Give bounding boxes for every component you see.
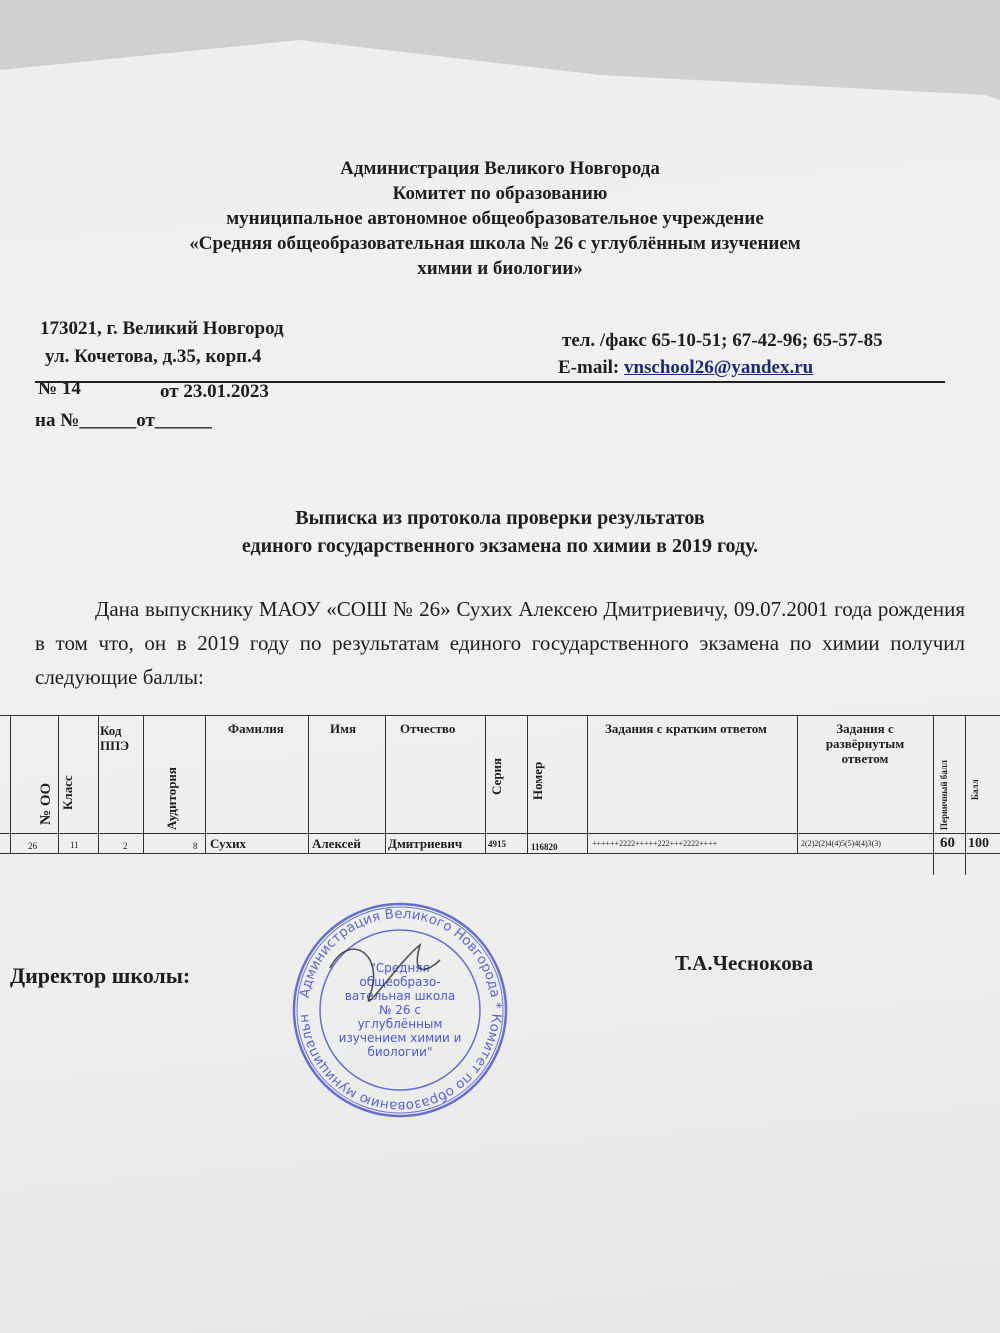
col-line — [527, 715, 528, 854]
results-table — [0, 715, 1000, 855]
header-class: Класс — [60, 775, 75, 810]
cell-short-answer: ++++++2222+++++222+++2222++++ — [592, 839, 718, 848]
document-title: Выписка из протокола проверки результатов — [295, 507, 705, 529]
header-number: Номер — [530, 761, 545, 800]
table-border-top — [0, 715, 1000, 716]
col-line — [933, 715, 934, 875]
cell-name: Алексей — [312, 836, 361, 851]
email-row — [558, 357, 813, 379]
header-patronymic: Отчество — [400, 721, 456, 736]
header-long-answer: Задания с развёрнутым ответом — [825, 721, 905, 766]
director-name: Т.А.Чеснокова — [675, 951, 814, 975]
cell-number: 116820 — [531, 842, 558, 852]
header-score: Балл — [970, 779, 980, 800]
cell-class: 11 — [70, 840, 79, 850]
table-header-divider — [0, 833, 1000, 834]
col-line — [385, 715, 386, 854]
header-surname: Фамилия — [228, 721, 284, 736]
header-ppe-code: Код ППЭ — [100, 723, 130, 753]
col-line — [58, 715, 59, 854]
cell-school-no: 26 — [28, 841, 37, 851]
cell-patronymic: Дмитриевич — [388, 836, 463, 851]
header-name: Имя — [330, 721, 356, 736]
header-school-name: «Средняя общеобразовательная школа № 26 с углублённым изучением — [189, 233, 801, 254]
header-institution-type: муниципальное автономное общеобразовательное учреждение — [226, 208, 764, 229]
email-link[interactable]: vnschool26@yandex.ru — [623, 357, 814, 378]
header-primary-score: Первичный балл — [939, 760, 949, 830]
cell-primary-score: 60 — [940, 835, 955, 851]
stamp-outer-text: Администрация Великого Новгорода * Комитет по образованию муниципальн — [296, 905, 505, 1115]
header-auditorium: Аудитория — [164, 767, 179, 830]
table-border-bottom — [0, 853, 1000, 854]
header-administration: Администрация Великого Новгорода — [340, 158, 660, 179]
phone-fax: тел. /факс 65-10-51; 67-42-96; 65-57-85 — [562, 330, 883, 351]
cell-ppe-code: 2 — [123, 841, 128, 851]
director-label: Директор школы: — [10, 963, 191, 988]
header-series: Серия — [489, 757, 504, 795]
col-line — [485, 715, 486, 854]
col-line — [587, 715, 588, 854]
cell-long-answer: 2(2)2(2)4(4)5(5)4(4)3(3) — [801, 839, 881, 848]
cell-series: 4915 — [488, 839, 506, 849]
reply-reference: на №______от______ — [35, 410, 212, 431]
header-committee: Комитет по образованию — [392, 183, 608, 204]
col-line — [965, 715, 966, 875]
stamp-inner-text: "Средняя общеобразо- вательная школа № 26 с углублённым изучением химии и биологии" — [338, 961, 462, 1059]
document-date: от 23.01.2023 — [160, 381, 269, 402]
col-line — [308, 715, 309, 854]
email-label: E-mail: — [558, 357, 620, 378]
col-line — [10, 715, 11, 854]
header-school-no: № ОО — [38, 782, 54, 825]
col-line — [205, 715, 206, 854]
cell-auditorium: 8 — [193, 841, 198, 851]
body-paragraph: Дана выпускнику МАОУ «СОШ № 26» Сухих Алексею Дмитриевичу, 09.07.2001 года рождения в том что, он в 2019 году по результатам единого государственного экзамена по химии получил следующие баллы: — [35, 597, 965, 689]
cell-score: 100 — [968, 836, 989, 851]
cell-surname: Сухих — [210, 836, 247, 851]
col-line — [797, 715, 798, 854]
header-short-answer: Задания с кратким ответом — [605, 721, 767, 736]
document-subtitle: единого государственного экзамена по химии в 2019 году. — [241, 535, 759, 557]
header-school-name-end: химии и биологии» — [417, 258, 583, 279]
stamp-graphic — [290, 900, 510, 1120]
col-line — [143, 715, 144, 854]
postal-address: 173021, г. Великий Новгород — [40, 318, 284, 339]
street-address: ул. Кочетова, д.35, корп.4 — [45, 346, 262, 367]
document-number: № 14 — [38, 378, 81, 399]
official-stamp — [290, 900, 510, 1120]
col-line — [98, 715, 99, 854]
